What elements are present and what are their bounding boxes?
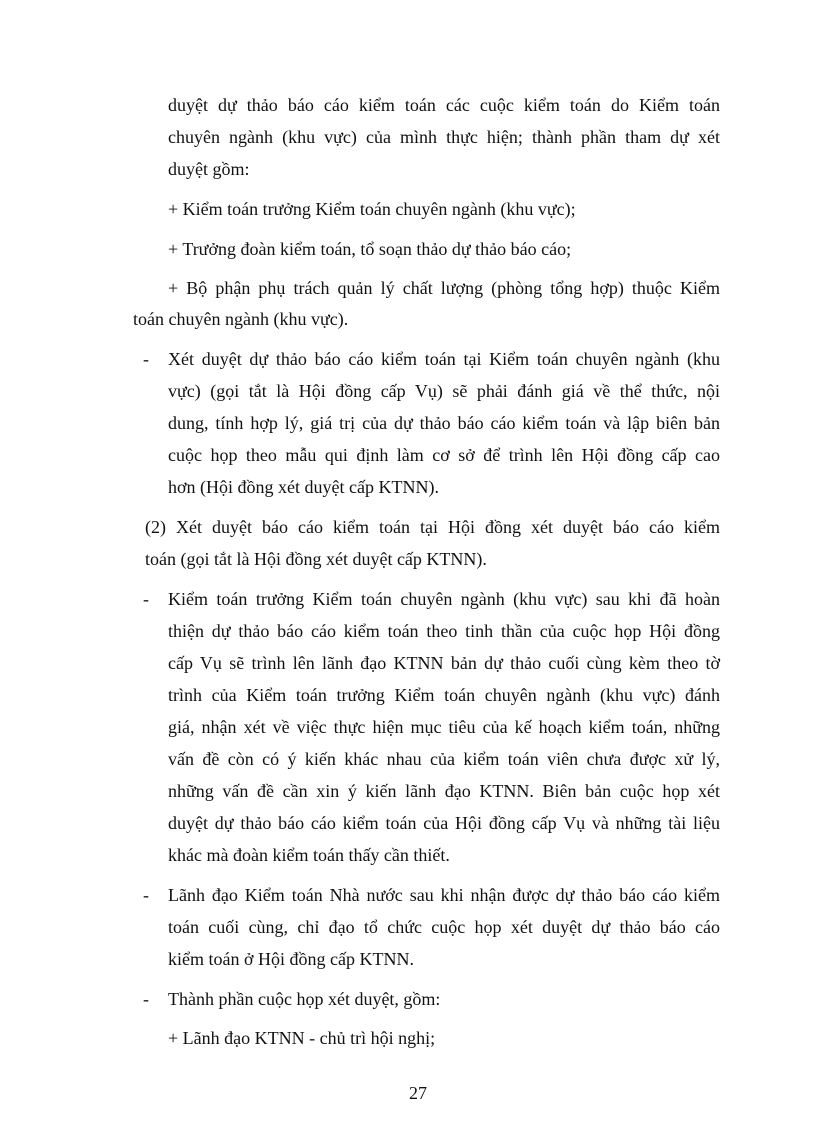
bullet-line: dung, tính hợp lý, giá trị của dự thảo báo cáo kiểm toán và lập biên bản: [168, 413, 720, 433]
bullet-line: duyệt dự thảo báo cáo kiểm toán của Hội đồng cấp Vụ và những tài liệu: [168, 813, 720, 833]
plus-item: + Lãnh đạo KTNN - chủ trì hội nghị;: [168, 1028, 436, 1048]
bullet-line: vấn đề còn có ý kiến khác nhau của kiểm toán viên chưa được xử lý,: [168, 749, 720, 769]
dash-marker: -: [143, 989, 149, 1009]
bullet-line: Kiểm toán trưởng Kiểm toán chuyên ngành (khu vực) sau khi đã hoàn: [168, 589, 720, 609]
bullet-line: hơn (Hội đồng xét duyệt cấp KTNN).: [168, 477, 439, 497]
bullet-line: những vấn đề cần xin ý kiến lãnh đạo KTNN. Biên bản cuộc họp xét: [168, 781, 720, 801]
plus-item: + Bộ phận phụ trách quản lý chất lượng (phòng tổng hợp) thuộc Kiểm: [168, 278, 720, 298]
bullet-line: thiện dự thảo báo cáo kiểm toán theo tinh thần của cuộc họp Hội đồng: [168, 621, 720, 641]
plus-item: + Trưởng đoàn kiểm toán, tổ soạn thảo dự thảo báo cáo;: [168, 239, 572, 259]
bullet-line: toán cuối cùng, chỉ đạo tổ chức cuộc họp xét duyệt dự thảo báo cáo: [168, 917, 720, 937]
bullet-line: cuộc họp theo mẫu qui định làm cơ sở để trình lên Hội đồng cấp cao: [168, 445, 720, 465]
bullet-line: cấp Vụ sẽ trình lên lãnh đạo KTNN bản dự thảo cuối cùng kèm theo tờ: [168, 653, 720, 673]
dash-marker: -: [143, 349, 149, 369]
plus-item: + Kiểm toán trưởng Kiểm toán chuyên ngành (khu vực);: [168, 199, 576, 219]
bullet-line: trình của Kiểm toán trưởng Kiểm toán chuyên ngành (khu vực) đánh: [168, 685, 720, 705]
plus-item-continuation: toán chuyên ngành (khu vực).: [133, 309, 349, 329]
dash-marker: -: [143, 885, 149, 905]
section-heading: (2) Xét duyệt báo cáo kiểm toán tại Hội đồng xét duyệt báo cáo kiểm: [145, 517, 720, 537]
bullet-line: vực) (gọi tắt là Hội đồng cấp Vụ) sẽ phải đánh giá về thể thức, nội: [168, 381, 720, 401]
page-number: 27: [409, 1083, 427, 1103]
paragraph-line: duyệt gồm:: [168, 159, 250, 179]
bullet-line: kiểm toán ở Hội đồng cấp KTNN.: [168, 949, 414, 969]
bullet-line: Lãnh đạo Kiểm toán Nhà nước sau khi nhận được dự thảo báo cáo kiểm: [168, 885, 720, 905]
paragraph-line: duyệt dự thảo báo cáo kiểm toán các cuộc kiểm toán do Kiểm toán: [168, 95, 720, 115]
dash-marker: -: [143, 589, 149, 609]
paragraph-line: chuyên ngành (khu vực) của mình thực hiện; thành phần tham dự xét: [168, 127, 720, 147]
bullet-line: Xét duyệt dự thảo báo cáo kiểm toán tại Kiểm toán chuyên ngành (khu: [168, 349, 720, 369]
bullet-line: giá, nhận xét về việc thực hiện mục tiêu của kế hoạch kiểm toán, những: [168, 717, 720, 737]
section-heading: toán (gọi tắt là Hội đồng xét duyệt cấp KTNN).: [145, 549, 487, 569]
bullet-line: khác mà đoàn kiểm toán thấy cần thiết.: [168, 845, 450, 865]
bullet-line: Thành phần cuộc họp xét duyệt, gồm:: [168, 989, 441, 1009]
